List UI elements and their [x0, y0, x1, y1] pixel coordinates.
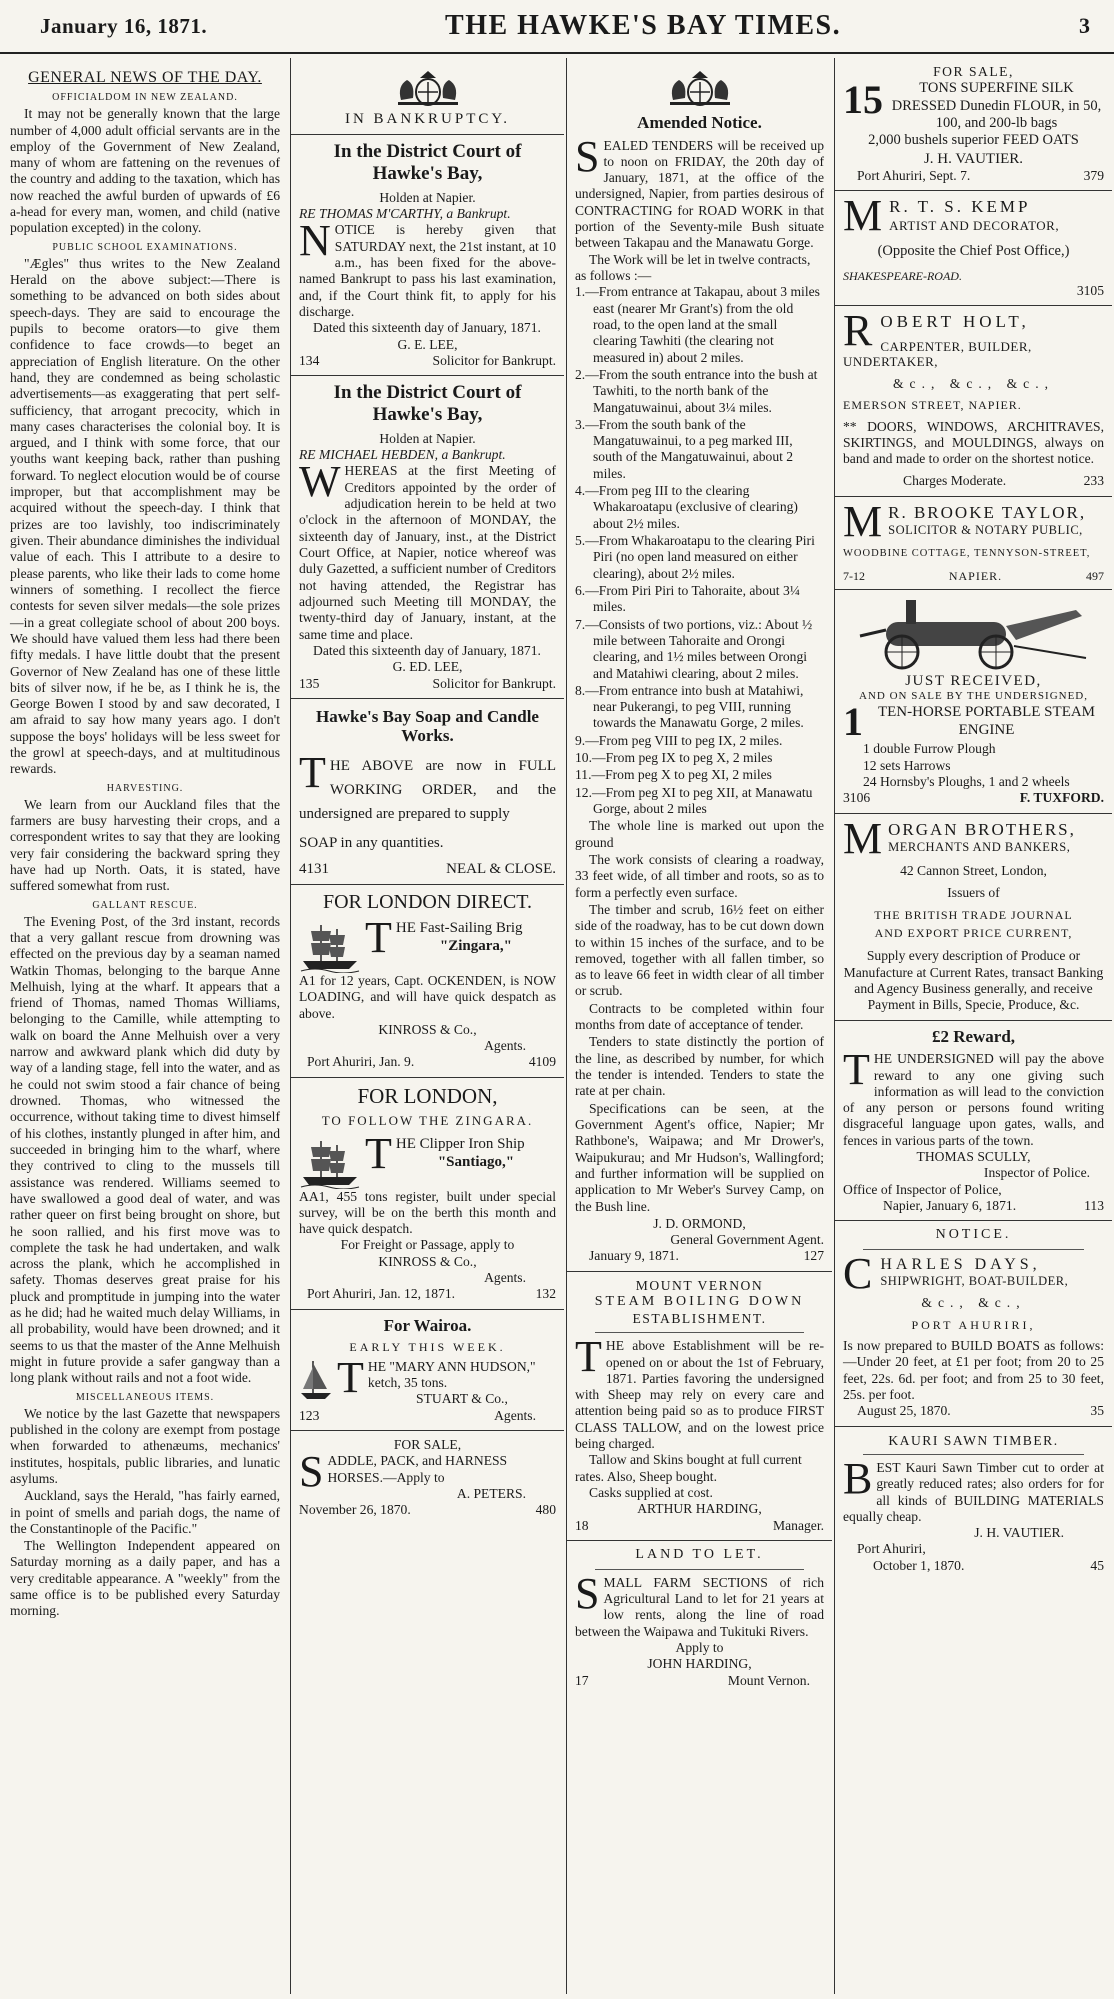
ad-number: 3105: [1076, 282, 1104, 298]
tender-paragraph: The timber and scrub, 16½ feet on either side of the roadway, has to be cut down down to within 15 inches of the surface, and to be removed, together with all fallen timber, so as to leave 66 feet in width clear of all timber or scrub.: [575, 901, 824, 999]
ad-number: 379: [1083, 167, 1104, 183]
tender-item: 1.—From entrance at Takapau, about 3 miles east (nearer Mr Grant's) from the old road, to the open land at the small clearing Tawhiti (the clearing not measured in) about 2 miles.: [575, 284, 820, 365]
ad-number: 18: [575, 1517, 589, 1533]
ad-signer: NEAL & CLOSE.: [446, 860, 556, 877]
reward-title: £2 Reward,: [931, 1026, 1016, 1046]
ad-number: 127: [803, 1248, 824, 1264]
signer-role: Solicitor for Bankrupt.: [432, 352, 556, 368]
tender-item: 8.—From entrance into bush at Matahiwi, near Pukerangi, to peg VIII, running towards the Manawatu Gorge, 2 miles.: [575, 682, 804, 731]
amended-notice-title: Amended Notice.: [637, 113, 762, 132]
ad-place: Port Ahuriri, Jan. 9.: [307, 1054, 415, 1070]
notice-signer: G. E. LEE,: [397, 336, 458, 352]
court-title: In the District Court of Hawke's Bay,: [333, 141, 522, 184]
dropcap: T: [575, 1332, 602, 1382]
subsection-title: PUBLIC SCHOOL EXAMINATIONS.: [52, 241, 238, 253]
article-paragraph: Auckland, says the Herald, "has fairly earned, in point of smells and pariah dogs, the name of the Constantinople of the Pacific.": [10, 1488, 280, 1536]
kemp-address: (Opposite the Chief Post Office,): [877, 243, 1070, 260]
ad-number: 3106: [843, 790, 871, 806]
ad-place: Port Ahuriri, Sept. 7.: [857, 167, 971, 183]
dropcap: T: [843, 1045, 870, 1095]
issue-date: January 16, 1871.: [40, 13, 208, 38]
agent-label: Agents.: [484, 1038, 526, 1054]
dropcap: M: [843, 191, 886, 241]
taylor-name: R. BROOKE TAYLOR,: [888, 502, 1087, 522]
court-title: In the District Court of Hawke's Bay,: [333, 382, 522, 425]
tender-paragraph: The whole line is marked out upon the ground: [575, 818, 824, 850]
agent-label: Agents.: [484, 1270, 526, 1286]
shipping-ad-text: AA1, 455 tons register, built under special survey, will be on the berth this month and have quick despatch.: [299, 1188, 556, 1237]
mount-vernon-signer: ARTHUR HARDING,: [637, 1501, 762, 1517]
ad-number: 497: [1086, 568, 1104, 583]
subsection-title: MISCELLANEOUS ITEMS.: [75, 1391, 215, 1403]
tender-item: 12.—From peg XI to peg XII, at Manawatu Gorge, about 2 miles: [575, 784, 813, 817]
mount-vernon-title: STEAM BOILING DOWN: [594, 1294, 805, 1310]
column-advertisements: [834, 58, 1112, 1994]
ad-place: Port Ahuriri, Jan. 12, 1871.: [307, 1286, 456, 1302]
mount-vernon-role: Manager.: [773, 1517, 824, 1533]
land-apply: Apply to: [675, 1640, 724, 1656]
ad-signer: J. H. VAUTIER.: [923, 150, 1024, 167]
land-place: Mount Vernon.: [727, 1672, 810, 1688]
ship-name: "Santiago,": [437, 1153, 515, 1170]
taylor-address: WOODBINE COTTAGE, TENNYSON-STREET,: [843, 548, 1091, 560]
ad-number: 35: [1090, 1403, 1104, 1419]
tender-role: General Government Agent.: [670, 1232, 824, 1248]
days-name: HARLES DAYS,: [880, 1256, 1041, 1274]
subsection-title: HARVESTING.: [106, 782, 184, 794]
agent-name: KINROSS & Co.,: [378, 1253, 477, 1269]
mount-vernon-body: HE above Establishment will be re-opened on or about the 1st of February, 1871. Parties favoring the undersigned with Sheep may rely on every care and attention being paid so as to produce FIRST CLASS TALLOW, and on the lowest price being charged.: [575, 1338, 824, 1452]
tender-item: 5.—From Whakaroatapu to the clearing Piri Piri (no open land measured on either clearing), about 2½ miles.: [575, 533, 815, 581]
mount-vernon-line: Tallow and Skins bought at full current rates. Also, Sheep bought.: [575, 1452, 802, 1484]
shipping-ad-body: HE Fast-Sailing Brig: [395, 919, 523, 936]
kauri-place: Port Ahuriri,: [857, 1541, 926, 1557]
tender-item: 6.—From Piri Piri to Tahoraite, about 3¼ miles.: [575, 582, 800, 615]
holt-role: CARPENTER, BUILDER, UNDERTAKER,: [843, 338, 1032, 370]
soap-ad-title: Hawke's Bay Soap and Candle Works.: [316, 706, 539, 746]
morgan-journal: THE BRITISH TRADE JOURNAL: [874, 907, 1073, 922]
dropcap: T: [337, 1352, 364, 1402]
newspaper-title: THE HAWKE'S BAY TIMES.: [445, 10, 842, 41]
dropcap: S: [575, 1568, 600, 1618]
land-signer: JOHN HARDING,: [647, 1656, 752, 1672]
dropcap: W: [299, 457, 341, 507]
just-received-title: JUST RECEIVED,: [905, 673, 1042, 690]
goods-item: 1 double Furrow Plough: [863, 741, 996, 757]
tender-item: 4.—From peg III to the clearing Whakaroatapu (exclusive of clearing) about 2½ miles.: [575, 483, 798, 531]
tender-list: [575, 284, 824, 817]
notice-title: NOTICE.: [935, 1227, 1012, 1243]
shipping-ad-body: HE Clipper Iron Ship: [395, 1135, 525, 1152]
tender-item: 3.—From the south bank of the Mangatuwainui, to a peg marked III, south of the Mangatuwainui, about 2 miles.: [575, 416, 794, 481]
dropcap: T: [365, 912, 392, 962]
tender-contracts-line: The Work will be let in twelve contracts, as follows :—: [575, 251, 811, 284]
days-date: August 25, 1870.: [857, 1403, 951, 1419]
mount-vernon-title: MOUNT VERNON: [635, 1277, 764, 1293]
flour-description: TONS SUPERFINE SILK DRESSED Dunedin FLOUR, in 50, 100, and 200-lb bags: [891, 80, 1102, 132]
bankrupt-name: RE MICHAEL HEBDEN, a Bankrupt.: [299, 447, 506, 463]
kemp-road: SHAKESPEARE-ROAD.: [843, 268, 962, 283]
ad-number: 480: [535, 1502, 556, 1518]
page-number: 3: [1079, 13, 1090, 38]
freight-line: For Freight or Passage, apply to: [340, 1237, 515, 1253]
wairoa-title: For Wairoa.: [383, 1315, 472, 1335]
section-heading: GENERAL NEWS OF THE DAY.: [28, 69, 262, 86]
soap-ad-line: SOAP in any quantities.: [299, 834, 444, 851]
kauri-title: KAURI SAWN TIMBER.: [888, 1432, 1059, 1448]
masthead: [0, 0, 1114, 54]
tender-paragraph: Contracts to be completed within four months from date of acceptance of tender.: [575, 1000, 824, 1033]
dropcap: T: [299, 747, 326, 797]
agent-name: KINROSS & Co.,: [378, 1021, 477, 1037]
tender-signer: J. D. ORMOND,: [653, 1215, 746, 1231]
sailing-ship-icon: [299, 919, 361, 973]
mount-vernon-title: ESTABLISHMENT.: [632, 1310, 767, 1326]
for-sale-title: FOR SALE,: [933, 64, 1014, 79]
tender-item: 9.—From peg VIII to peg IX, 2 miles.: [575, 732, 783, 748]
ship-name: "Zingara,": [439, 937, 512, 954]
days-etc: &c., &c.,: [921, 1295, 1026, 1311]
tender-paragraph: Specifications can be seen, at the Government Agent's office, Napier; Mr Rathbone's, Waipawa; and Mr Drower's, Waipukurau; and Mr Hudson's, Wallingford; and further information will be supplied on application to Mr Weber's Survey Camp, on the Bush line.: [575, 1100, 824, 1214]
signer-role: Solicitor for Bankrupt.: [432, 675, 556, 691]
ad-number: 4131: [299, 860, 329, 877]
article-paragraph: It may not be generally known that the large number of 4,000 adult official servants are in the employ of the Government of New Zealand, many of whom are fattening on the revenues of the country and adding to the taxation, which has now reached the awful burden of upwards of £6 a-head for every man, women, and child (native population excepted) in the colony.: [10, 106, 280, 236]
ad-number: 123: [299, 1407, 320, 1423]
tender-date: January 9, 1871.: [589, 1248, 679, 1264]
land-to-let-title: LAND TO LET.: [635, 1546, 764, 1562]
reward-body: HE UNDERSIGNED will pay the above reward to any one giving such information as will lead to the conviction of any person or persons found writing disgraceful language upon gates, walls, and fences in various parts of the town.: [843, 1051, 1104, 1148]
tender-item: 7.—Consists of two portions, viz.: About ½ mile between Tahoraite and Orongi clearing, and 1½ miles between Orongi and Matahiwi clearing, about 2 miles.: [575, 616, 813, 681]
morgan-body: Supply every description of Produce or Manufacture at Current Rates, transact Banking and Agency Business generally, and receive Payment in Bills, Specie, Produce, &c.: [843, 948, 1104, 1013]
morgan-name: ORGAN BROTHERS,: [888, 819, 1076, 839]
tender-item: 10.—From peg IX to peg X, 2 miles: [575, 750, 773, 766]
reward-role: Inspector of Police.: [983, 1165, 1090, 1181]
morgan-role: MERCHANTS AND BANKERS,: [888, 840, 1071, 854]
dropcap: B: [843, 1453, 873, 1503]
ad-number: 45: [1090, 1557, 1104, 1573]
days-place: PORT AHURIRI,: [911, 1317, 1036, 1332]
goods-item: 12 sets Harrows: [863, 757, 951, 773]
ad-number: 17: [575, 1672, 589, 1688]
ad-number: 135: [299, 675, 320, 691]
sale-title: FOR SALE,: [393, 1436, 462, 1452]
article-paragraph: "Ægles" thus writes to the New Zealand Herald on the above subject:—There is something to be advanced on both sides about speech-days. They are said to encourage the pupils to become orators—to give them confidence to face crowds—to beget an appreciation of English literature. On the other hand, they are condemned as being scholastic advertisements—as exaggerating that pert self-sufficiency, that arrogant precocity, which in many cases characterises the colonial boy. It is argued, and I think with some force, that our youths want keeping back, rather than pushing forward. To neglect elocution would be of course improper, but that accomplishment may be acquired without the speech-day. I think that prizes are too lavishly, too indiscriminately given. Their abundance diminishes the individual value of each. This I attribute to a desire to please parents, who like their lads to come home winners of something. I recollect the fierce contests for seven silver medals—the sole prizes—in a great collegiate school of about 200 boys. We should have valued them less had there been fifty medals. I have little doubt that the present Governor of New Zealand has one of these little bits of silver now, if he be, as I think he is, the George Bowen I stood by and saw decorated, I am afraid to say how many years ago. I don't suppose the boys' holidays will be less sweet for the growl at speech-days, and at multitudinous rewards.: [10, 255, 280, 777]
sale-body: ADDLE, PACK, and HARNESS HORSES.—Apply to: [327, 1453, 508, 1485]
notice-date: Dated this sixteenth day of January, 1871.: [313, 320, 541, 336]
dropcap: M: [843, 496, 885, 546]
wairoa-sub: EARLY THIS WEEK.: [349, 1340, 506, 1355]
goods-item: 24 Hornsby's Ploughs, 1 and 2 wheels: [863, 773, 1070, 789]
notice-date: Dated this sixteenth day of January, 1871.: [313, 642, 541, 658]
tender-paragraph: Tenders to state distinctly the portion of the line, as described by number, for which the tender is intended. Tenders to state the rate at per chain.: [575, 1034, 824, 1099]
holt-address: EMERSON STREET, NAPIER.: [843, 398, 1022, 413]
kemp-name: R. T. S. KEMP: [889, 197, 1031, 217]
holt-body: ** DOORS, WINDOWS, ARCHITRAVES, SKIRTINGS, and MOULDINGS, always on band and made to order on the shortest notice.: [843, 418, 1104, 467]
tender-paragraph: The work consists of clearing a roadway, 33 feet wide, of all timber and roots, so as to form a perfectly even surface.: [575, 851, 824, 900]
agent-label: Agents.: [494, 1407, 536, 1423]
reward-place: Napier, January 6, 1871.: [883, 1198, 1017, 1214]
morgan-address: 42 Cannon Street, London,: [900, 863, 1047, 878]
column-notices: [290, 58, 564, 1994]
morgan-journal: AND EXPORT PRICE CURRENT,: [874, 926, 1073, 941]
wairoa-body: HE "MARY ANN HUDSON," ketch, 35 tons.: [367, 1358, 536, 1390]
ad-number: 4109: [528, 1054, 556, 1070]
court-location: Holden at Napier.: [379, 189, 476, 205]
kemp-role: ARTIST AND DECORATOR,: [889, 217, 1060, 233]
dropcap: T: [365, 1128, 392, 1178]
ad-signer: F. TUXFORD.: [1019, 790, 1104, 806]
tender-intro: EALED TENDERS will be received up to noon on FRIDAY, the 20th day of January, 1871, at the office of the undersigned, Napier, from parties desirous of CONTRACTING for ROAD WORK in that portion of the Seventy-mile Bush situate between Takapau and the Manawatu Gorge.: [575, 137, 824, 251]
kauri-date: October 1, 1870.: [873, 1557, 965, 1573]
dropcap: C: [843, 1249, 877, 1299]
agent-name: STUART & Co.,: [416, 1391, 508, 1407]
mount-vernon-line: Casks supplied at cost.: [589, 1485, 713, 1501]
column-general-news: [2, 58, 288, 1994]
land-body: MALL FARM SECTIONS of rich Agricultural Land to let for 21 years at low rents, along the line of road between the Waipawa and Tukituki Rivers.: [575, 1574, 824, 1639]
reward-signer: THOMAS SCULLY,: [916, 1149, 1031, 1165]
days-body: Is now prepared to BUILD BOATS as follows:—Under 20 feet, at £1 per foot; from 20 to 25 feet, 22s. 6d. per foot; and from 25 to 30 feet, 25s. per foot.: [843, 1338, 1104, 1402]
subsection-title: GALLANT RESCUE.: [92, 899, 198, 911]
holt-name: OBERT HOLT,: [880, 312, 1030, 332]
sailing-ship-icon: [299, 1135, 361, 1189]
shipping-ad-sub: TO FOLLOW THE ZINGARA.: [321, 1112, 534, 1128]
dropcap: M: [843, 813, 885, 863]
ad-number: 113: [1084, 1198, 1104, 1214]
tender-item: 2.—From the south entrance into the bush at Tawhiti, to the north bank of the Mangatuwainui, about 3¼ miles.: [575, 366, 818, 415]
subsection-title: OFFICIALDOM IN NEW ZEALAND.: [52, 92, 238, 104]
royal-crest-icon: [393, 68, 463, 108]
tender-item: 11.—From peg X to peg XI, 2 miles: [575, 767, 772, 783]
ad-number: 134: [299, 352, 320, 368]
dropcap: S: [299, 1447, 324, 1497]
notice-body: HEREAS at the first Meeting of Creditors appointed by the order of adjudication herein to be held at two o'clock in the afternoon of MONDAY, the sixteenth day of January, inst., at the District Court Office, at Napier, notice whereof was duly Gazetted, a sufficient number of Creditors not having attended, the Registrar has adjourned such Meeting till MONDAY, the twenty-third day of January, instant, at the same time and place.: [299, 463, 556, 642]
dropcap: S: [575, 131, 600, 181]
soap-ad-body: HE ABOVE are now in FULL WORKING ORDER, and the undersigned are prepared to supply: [299, 757, 556, 822]
flour-quantity: 15: [843, 77, 883, 123]
article-paragraph: The Evening Post, of the 3rd instant, records that a very gallant rescue from drowning was effected on the previous day by a seaman named Watkin Thomas, belonging to the barque Anne Melhuish, lying at the wharf. It appears that a friend of Thomas, named Thomas Williams, belonging to the Camille, while attempting to walk on board the Anne Melhuish over a very narrow and awkward plank which did duty by way of a landing stage, fell into the water, and as he could not swim stood a fair chance of being drowned. Thomas, who witnessed the occurrence, without taking time to divest himself of his clothes, instantly plunged in after him, and succeeded in bringing him to the wharf, where they contrived to cling to the mussels till assistance was rendered. Williams seemed to have swallowed a good deal of water, and was rather queer on first being brought on shore, but he soon rallied, and his first move was to complete the task he had undertaken, and walk across the plank, which he accomplished in safety. Thomas deserves great praise for his pluck and promptitude in jumping into the water as he did; had he waited much delay Williams, in all probability, would have been drowned; and it seems to us that the master of the Anne Melhuish might in future provide a safer gangway than a long plank without rails and not a foot wide.: [10, 913, 280, 1386]
holt-charges: Charges Moderate.: [903, 473, 1007, 489]
sale-signer: A. PETERS.: [456, 1485, 526, 1501]
shipping-ad-text: A1 for 12 years, Capt. OCKENDEN, is NOW LOADING, and will have quick despatch as above.: [299, 972, 556, 1021]
notice-body: OTICE is hereby given that SATURDAY next, the 21st instant, at 10 a.m., has been fixed for the above-named Bankrupt to pass his last examination, and, if the Court think fit, to apply for his discharge.: [299, 222, 556, 319]
royal-crest-icon: [665, 68, 735, 108]
holt-etc: &c., &c., &c.,: [892, 375, 1054, 391]
bankruptcy-heading: IN BANKRUPTCY.: [344, 111, 511, 127]
morgan-issuers: Issuers of: [947, 885, 1000, 901]
kauri-body: EST Kauri Sawn Timber cut to order at greatly reduced rates; also orders for for all kinds of BUILDING MATERIALS equally cheap.: [843, 1459, 1104, 1524]
court-location: Holden at Napier.: [379, 430, 476, 446]
article-paragraph: We notice by the last Gazette that newspapers published in the colony are exempt from postage when forwarded to athenæums, mechanics' institutes, hospitals, public libraries, and lunatic asylums.: [10, 1405, 280, 1486]
kauri-signer: J. H. VAUTIER.: [974, 1525, 1064, 1541]
engine-quantity: 1: [843, 699, 863, 745]
just-received-sub: AND ON SALE BY THE UNDERSIGNED,: [859, 690, 1088, 703]
notice-signer: G. ED. LEE,: [392, 659, 463, 675]
steam-engine-icon: [846, 596, 1102, 672]
bankrupt-name: RE THOMAS M'CARTHY, a Bankrupt.: [299, 206, 511, 221]
dropcap: N: [299, 216, 331, 266]
taylor-role: SOLICITOR & NOTARY PUBLIC,: [888, 523, 1083, 538]
reward-office: Office of Inspector of Police,: [843, 1181, 1002, 1197]
engine-description: TEN-HORSE PORTABLE STEAM ENGINE: [877, 704, 1096, 739]
article-paragraph: We learn from our Auckland files that the farmers are busy harvesting their crops, and a correspondent writes to say that they are looking very fair considering the backward spring they have had up North. Oats, it is stated, have suffered somewhat from rust.: [10, 796, 280, 894]
ad-number: 233: [1083, 473, 1104, 489]
taylor-place: NAPIER.: [948, 568, 1003, 583]
shipping-ad-title: FOR LONDON,: [357, 1083, 498, 1108]
ad-number: 7-12: [843, 568, 865, 583]
column-tenders: [566, 58, 832, 1994]
dropcap: R: [843, 306, 877, 356]
ketch-icon: [299, 1359, 333, 1403]
shipping-ad-title: FOR LONDON DIRECT.: [322, 890, 533, 913]
article-paragraph: The Wellington Independent appeared on Saturday morning as a daily paper, and has a very creditable appearance. A "weekly" from the same office is to be published every Saturday morning.: [10, 1538, 280, 1619]
days-role: SHIPWRIGHT, BOAT-BUILDER,: [880, 1274, 1069, 1289]
oats-line: 2,000 bushels superior FEED OATS: [868, 132, 1079, 149]
sale-date: November 26, 1870.: [299, 1502, 411, 1518]
ad-number: 132: [535, 1286, 556, 1302]
